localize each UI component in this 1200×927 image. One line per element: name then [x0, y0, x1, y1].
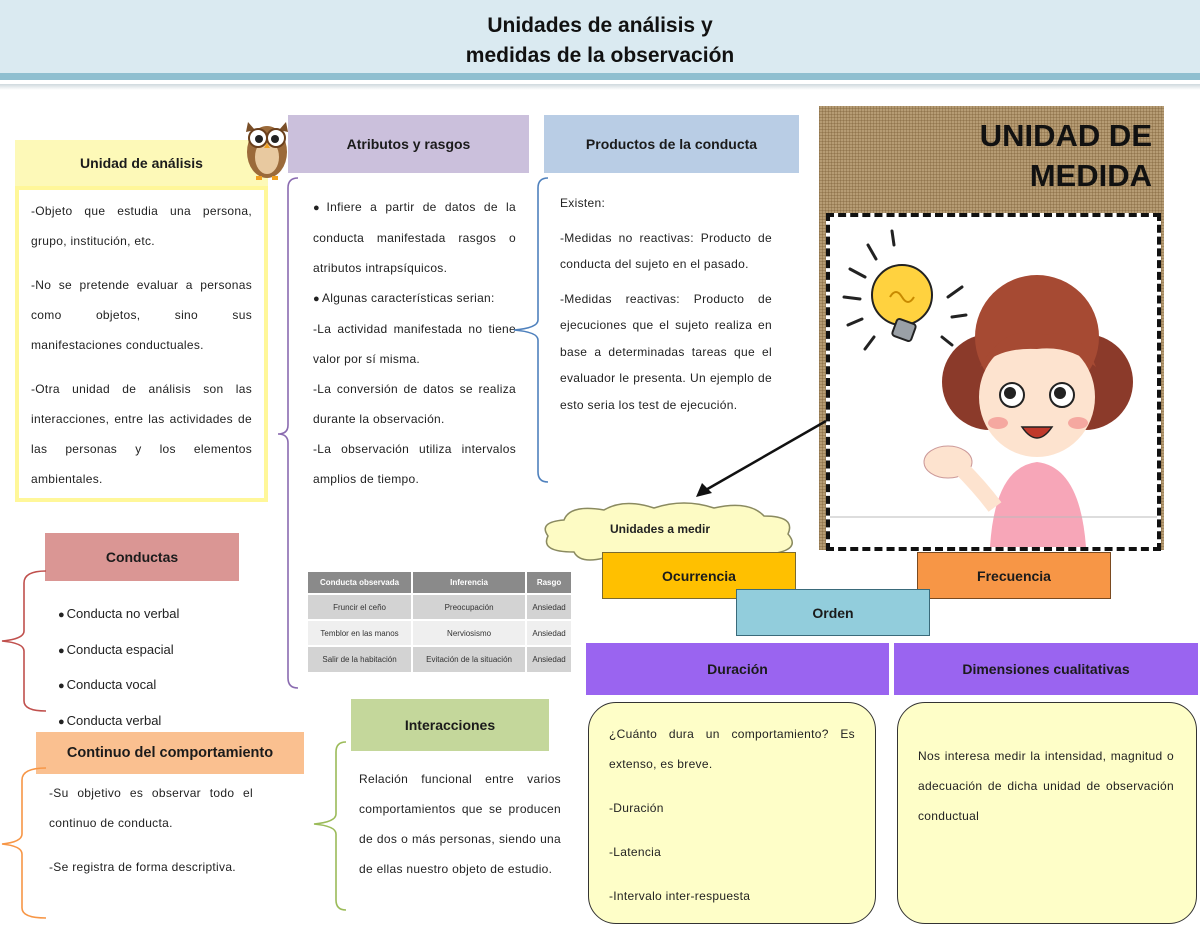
table-cell: Preocupación — [412, 594, 526, 620]
unidad-analisis-p3: -Otra unidad de análisis son las interacciones, entre las actividades de las personas y los elementos ambientales. — [31, 382, 252, 486]
atributos-body — [313, 192, 516, 494]
table-row — [308, 594, 572, 620]
ocurrencia-box: Ocurrencia — [602, 552, 796, 599]
table-cell: Temblor en las manos — [308, 620, 412, 646]
unidad-analisis-body — [15, 186, 268, 502]
dimensiones-box — [897, 702, 1197, 924]
table-cell: Fruncir el ceño — [308, 594, 412, 620]
interacciones-brace — [310, 738, 350, 918]
list-item: ● Conducta espacial — [58, 633, 179, 669]
continuo-title: Continuo del comportamiento — [36, 732, 304, 774]
list-item: ● Conducta verbal — [58, 704, 179, 740]
productos-body — [560, 190, 772, 418]
list-item: ● Conducta vocal — [58, 668, 179, 704]
page-title-line2: medidas de la observación — [465, 44, 735, 67]
conductas-list — [58, 597, 179, 739]
atributos-bullet2: ● Algunas características serian: — [313, 283, 516, 314]
table-cell: Nerviosismo — [412, 620, 526, 646]
dimensiones-p1: Nos interesa medir la intensidad, magnitud o adecuación de dicha unidad de observación conductual — [918, 749, 1174, 823]
table-cell: Ansiedad — [526, 646, 572, 672]
header-banner — [0, 0, 1200, 80]
table-cell: Evitación de la situación — [412, 646, 526, 672]
table-header: Conducta observada — [308, 572, 412, 594]
table-header: Rasgo — [526, 572, 572, 594]
table-cell: Ansiedad — [526, 594, 572, 620]
page-title-line1: Unidades de análisis y — [487, 14, 713, 37]
inference-table — [308, 572, 573, 672]
duracion-title: Duración — [586, 643, 889, 695]
duracion-box — [588, 702, 876, 924]
unidad-analisis-p2: -No se pretende evaluar a personas como objetos, sino sus manifestaciones conductuales. — [31, 278, 252, 352]
table-row — [308, 646, 572, 672]
conductas-title: Conductas — [45, 533, 239, 581]
atributos-bullet1: ● Infiere a partir de datos de la conducta manifestada rasgos o atributos intrapsíquicos. — [313, 192, 516, 283]
continuo-brace — [0, 764, 50, 924]
orden-box: Orden — [736, 589, 930, 636]
dimensiones-title: Dimensiones cualitativas — [894, 643, 1198, 695]
table-cell: Salir de la habitación — [308, 646, 412, 672]
girl-lightbulb-illustration — [830, 217, 1157, 547]
continuo-p1: -Su objetivo es observar todo el continuo de conducta. — [49, 786, 253, 830]
unidad-analisis-p1: -Objeto que estudia una persona, grupo, institución, etc. — [31, 204, 252, 248]
table-row — [308, 620, 572, 646]
illustration-card — [826, 213, 1161, 551]
continuo-p2: -Se registra de forma descriptiva. — [49, 860, 236, 874]
atributos-line2: -La conversión de datos se realiza durante la observación. — [313, 382, 516, 426]
atributos-line1: -La actividad manifestada no tiene valor por sí misma. — [313, 322, 516, 366]
duracion-p2: -Duración — [609, 801, 664, 815]
productos-title: Productos de la conducta — [544, 115, 799, 173]
productos-p0: Existen: — [560, 196, 606, 210]
productos-brace — [510, 172, 550, 487]
productos-p2: -Medidas reactivas: Producto de ejecuciones que el sujeto realiza en base a determinadas tareas que el evaluador le presenta. Un ejemplo de esto seria los test de ejecución. — [560, 291, 772, 412]
header-divider — [0, 84, 1200, 90]
conductas-brace — [0, 565, 50, 717]
arrow-icon — [690, 415, 830, 500]
list-item: ● Conducta no verbal — [58, 597, 179, 633]
duracion-p1: ¿Cuánto dura un comportamiento? Es extenso, es breve. — [609, 727, 855, 771]
unidad-medida-title-line2: MEDIDA — [1029, 158, 1152, 193]
frecuencia-box: Frecuencia — [917, 552, 1111, 599]
cloud-label: Unidades a medir — [609, 522, 711, 536]
atributos-line3: -La observación utiliza intervalos amplios de tiempo. — [313, 442, 516, 486]
interacciones-body: Relación funcional entre varios comportamientos que se producen de dos o más personas, siendo una de ellas nuestro objeto de estudio. — [359, 772, 561, 876]
duracion-p3: -Latencia — [609, 845, 662, 859]
unidad-analisis-title: Unidad de análisis — [15, 140, 268, 186]
table-cell: Ansiedad — [526, 620, 572, 646]
table-header: Inferencia — [412, 572, 526, 594]
atributos-title: Atributos y rasgos — [288, 115, 529, 173]
unidad-medida-title — [900, 116, 1152, 196]
productos-p1: -Medidas no reactivas: Producto de conducta del sujeto en el pasado. — [560, 230, 772, 271]
interacciones-title: Interacciones — [351, 699, 549, 751]
unidad-medida-title-line1: UNIDAD DE — [979, 118, 1152, 153]
duracion-p4: -Intervalo inter-respuesta — [609, 889, 751, 903]
continuo-body — [49, 778, 253, 882]
atributos-brace — [270, 170, 300, 695]
